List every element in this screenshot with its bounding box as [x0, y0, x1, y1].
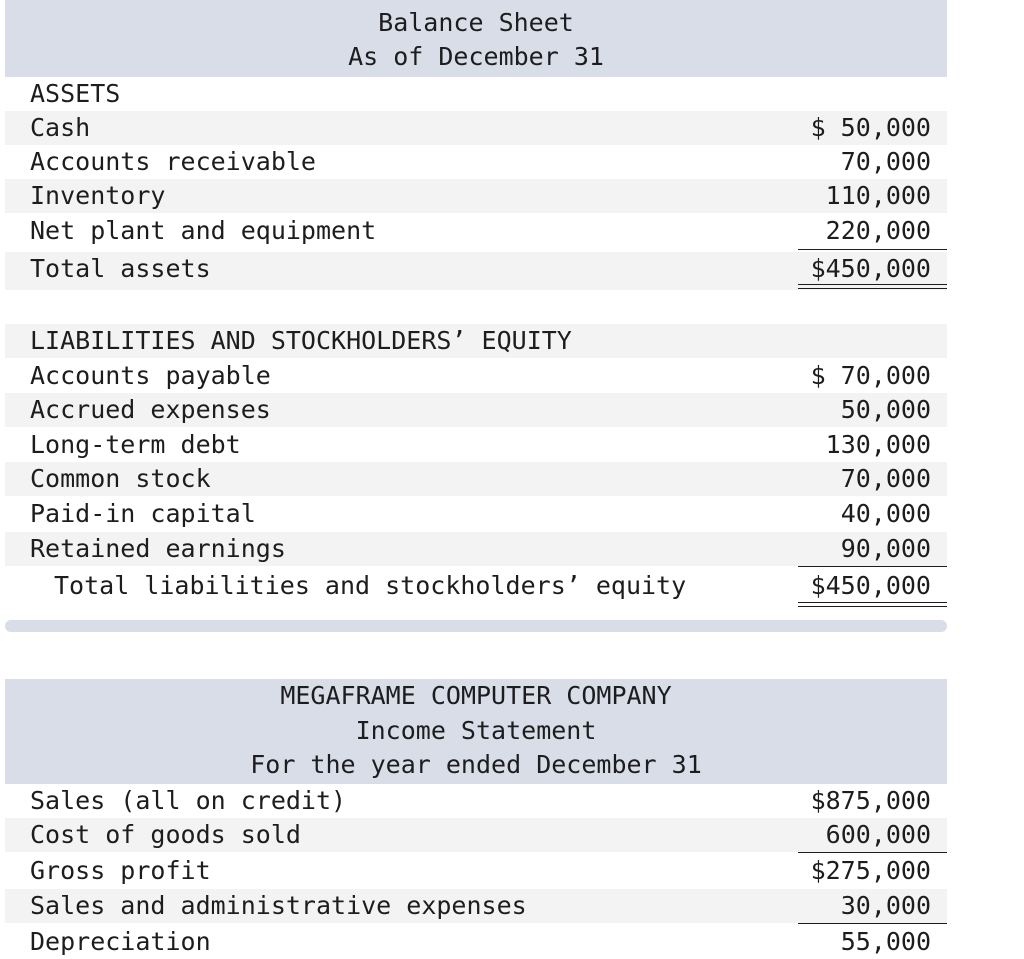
income-statement-title: Income Statement — [355, 716, 597, 745]
double-rule-bottom — [798, 288, 947, 289]
row-value: 50,000 — [840, 395, 931, 424]
table-row — [5, 145, 947, 179]
section-divider — [5, 620, 947, 632]
row-value: 70,000 — [840, 464, 931, 493]
company-name: MEGAFRAME COMPUTER COMPANY — [280, 681, 672, 710]
total-assets-value: $450,000 — [810, 254, 931, 283]
row-label: Accounts receivable — [30, 147, 316, 176]
row-label: Net plant and equipment — [30, 216, 377, 245]
subtotal-rule — [798, 249, 947, 250]
row-label: Sales and administrative expenses — [30, 891, 527, 920]
table-row — [5, 179, 947, 213]
row-value: $ 50,000 — [810, 113, 931, 142]
table-row — [5, 784, 947, 818]
row-label: Common stock — [30, 464, 211, 493]
balance-sheet-subtitle: As of December 31 — [348, 42, 604, 71]
total-liabilities-value: $450,000 — [810, 571, 931, 600]
table-row — [5, 428, 947, 462]
income-statement-period: For the year ended December 31 — [250, 750, 702, 779]
table-row — [5, 393, 947, 427]
table-row — [5, 925, 947, 959]
table-row — [5, 854, 947, 888]
row-label: Accounts payable — [30, 361, 271, 390]
table-row — [5, 818, 947, 852]
row-value: 70,000 — [840, 147, 931, 176]
table-row — [5, 214, 947, 248]
row-label: Accrued expenses — [30, 395, 271, 424]
row-label: Sales (all on credit) — [30, 786, 347, 815]
table-row — [5, 889, 947, 923]
row-value: 600,000 — [825, 820, 931, 849]
row-label: Inventory — [30, 181, 166, 210]
assets-heading: ASSETS — [30, 79, 121, 108]
row-label: Gross profit — [30, 856, 211, 885]
row-label: Cost of goods sold — [30, 820, 301, 849]
row-label: Long-term debt — [30, 430, 241, 459]
balance-sheet-title: Balance Sheet — [378, 8, 574, 37]
total-liabilities-label: Total liabilities and stockholders’ equity — [54, 571, 687, 600]
table-row — [5, 532, 947, 566]
row-value: 220,000 — [825, 216, 931, 245]
row-label: Depreciation — [30, 927, 211, 956]
liabilities-heading-row — [5, 324, 947, 358]
table-row — [5, 497, 947, 531]
row-value: $275,000 — [810, 856, 931, 885]
subtotal-rule — [798, 566, 947, 567]
assets-heading-row — [5, 77, 947, 111]
row-value: 55,000 — [840, 927, 931, 956]
row-label: Retained earnings — [30, 534, 286, 563]
table-row — [5, 111, 947, 145]
row-value: 90,000 — [840, 534, 931, 563]
row-label: Cash — [30, 113, 91, 142]
double-rule-top — [798, 602, 947, 603]
double-rule-top — [798, 284, 947, 285]
balance-sheet-header — [5, 0, 947, 77]
subtotal-rule — [798, 852, 947, 853]
total-assets-label: Total assets — [30, 254, 211, 283]
liabilities-heading: LIABILITIES AND STOCKHOLDERS’ EQUITY — [30, 326, 572, 355]
row-value: $875,000 — [810, 786, 931, 815]
table-row — [5, 462, 947, 496]
double-rule-bottom — [798, 606, 947, 607]
row-value: 130,000 — [825, 430, 931, 459]
row-value: 110,000 — [825, 181, 931, 210]
table-row — [5, 359, 947, 393]
row-value: 30,000 — [840, 891, 931, 920]
income-statement-header — [5, 679, 947, 784]
row-value: 40,000 — [840, 499, 931, 528]
total-liabilities-row — [5, 569, 947, 605]
subtotal-rule — [798, 923, 947, 924]
row-label: Paid-in capital — [30, 499, 256, 528]
row-value: $ 70,000 — [810, 361, 931, 390]
